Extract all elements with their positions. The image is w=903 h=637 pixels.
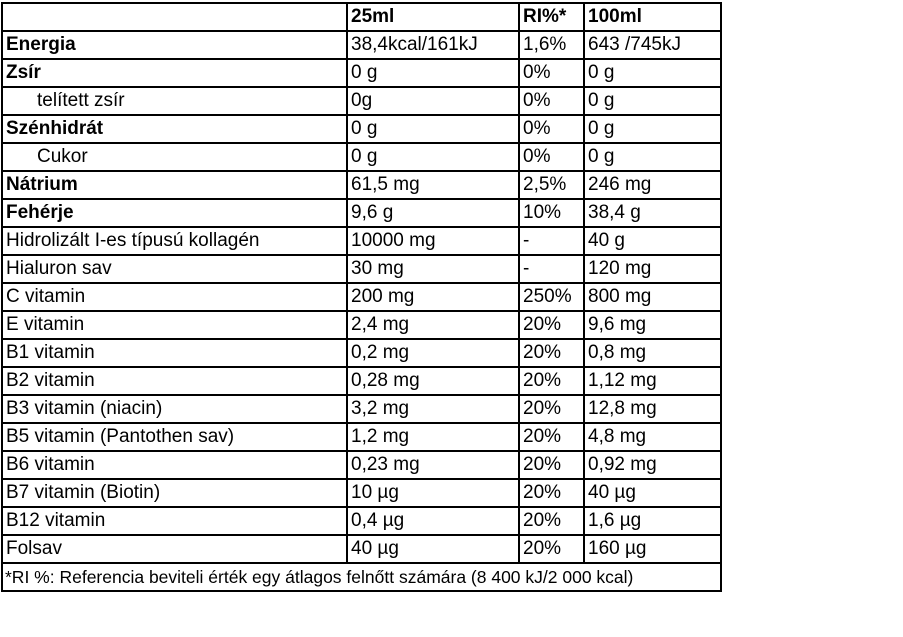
value-25ml: 1,2 mg (347, 423, 519, 451)
value-ri-percent: 0% (519, 143, 584, 171)
nutrient-label: E vitamin (2, 311, 347, 339)
table-row (2, 311, 721, 339)
value-100ml: 1,6 µg (584, 507, 721, 535)
value-25ml: 10000 mg (347, 227, 519, 255)
nutrient-label: B5 vitamin (Pantothen sav) (2, 423, 347, 451)
nutrient-label: B2 vitamin (2, 367, 347, 395)
value-ri-percent: 0% (519, 59, 584, 87)
nutrient-label: Cukor (2, 143, 347, 171)
value-ri-percent: 20% (519, 339, 584, 367)
table-header (2, 3, 721, 31)
value-100ml: 38,4 g (584, 199, 721, 227)
value-25ml: 9,6 g (347, 199, 519, 227)
table-row (2, 31, 721, 59)
column-header-25ml: 25ml (347, 3, 519, 31)
footnote-row (2, 563, 721, 591)
value-ri-percent: 20% (519, 367, 584, 395)
value-ri-percent: 20% (519, 311, 584, 339)
value-100ml: 9,6 mg (584, 311, 721, 339)
nutrient-label: Nátrium (2, 171, 347, 199)
value-100ml: 40 g (584, 227, 721, 255)
value-100ml: 643 /745kJ (584, 31, 721, 59)
value-ri-percent: 0% (519, 87, 584, 115)
value-100ml: 0 g (584, 87, 721, 115)
table-row (2, 227, 721, 255)
value-25ml: 0,4 µg (347, 507, 519, 535)
nutrient-label: B6 vitamin (2, 451, 347, 479)
value-100ml: 160 µg (584, 535, 721, 563)
value-100ml: 0,8 mg (584, 339, 721, 367)
value-100ml: 4,8 mg (584, 423, 721, 451)
value-ri-percent: 20% (519, 535, 584, 563)
table-row (2, 115, 721, 143)
table-row (2, 255, 721, 283)
table-row (2, 423, 721, 451)
table-row (2, 451, 721, 479)
table-row (2, 283, 721, 311)
value-25ml: 2,4 mg (347, 311, 519, 339)
value-100ml: 0 g (584, 143, 721, 171)
value-ri-percent: 20% (519, 423, 584, 451)
header-row (2, 3, 721, 31)
value-100ml: 0,92 mg (584, 451, 721, 479)
value-ri-percent: 20% (519, 507, 584, 535)
value-100ml: 0 g (584, 115, 721, 143)
value-ri-percent: 1,6% (519, 31, 584, 59)
value-ri-percent: - (519, 255, 584, 283)
value-25ml: 0g (347, 87, 519, 115)
value-100ml: 1,12 mg (584, 367, 721, 395)
nutrient-label: B7 vitamin (Biotin) (2, 479, 347, 507)
value-25ml: 30 mg (347, 255, 519, 283)
value-25ml: 0,23 mg (347, 451, 519, 479)
table-row (2, 507, 721, 535)
nutrient-label: Fehérje (2, 199, 347, 227)
value-25ml: 40 µg (347, 535, 519, 563)
value-ri-percent: 0% (519, 115, 584, 143)
value-ri-percent: 10% (519, 199, 584, 227)
value-ri-percent: 250% (519, 283, 584, 311)
table-row (2, 479, 721, 507)
value-ri-percent: 20% (519, 451, 584, 479)
nutrient-label: B12 vitamin (2, 507, 347, 535)
value-ri-percent: 20% (519, 395, 584, 423)
value-100ml: 0 g (584, 59, 721, 87)
value-25ml: 3,2 mg (347, 395, 519, 423)
nutrient-label: Hidrolizált I-es típusú kollagén (2, 227, 347, 255)
value-25ml: 0,28 mg (347, 367, 519, 395)
value-100ml: 12,8 mg (584, 395, 721, 423)
value-25ml: 0 g (347, 143, 519, 171)
nutrient-label: B3 vitamin (niacin) (2, 395, 347, 423)
value-25ml: 38,4kcal/161kJ (347, 31, 519, 59)
nutrient-label: Energia (2, 31, 347, 59)
column-header-blank (2, 3, 347, 31)
nutrient-label: Folsav (2, 535, 347, 563)
value-ri-percent: 2,5% (519, 171, 584, 199)
table-row (2, 535, 721, 563)
value-100ml: 120 mg (584, 255, 721, 283)
value-ri-percent: 20% (519, 479, 584, 507)
table-row (2, 339, 721, 367)
table-row (2, 171, 721, 199)
table-row (2, 395, 721, 423)
table-row (2, 59, 721, 87)
value-100ml: 40 µg (584, 479, 721, 507)
value-25ml: 0 g (347, 115, 519, 143)
table-row (2, 87, 721, 115)
nutrition-table (1, 2, 722, 592)
value-100ml: 800 mg (584, 283, 721, 311)
reference-intake-footnote: *RI %: Referencia beviteli érték egy átlagos felnőtt számára (8 400 kJ/2 000 kcal) (2, 563, 721, 591)
nutrient-label: telített zsír (2, 87, 347, 115)
value-ri-percent: - (519, 227, 584, 255)
column-header-100ml: 100ml (584, 3, 721, 31)
value-25ml: 61,5 mg (347, 171, 519, 199)
table-row (2, 199, 721, 227)
value-25ml: 0,2 mg (347, 339, 519, 367)
value-25ml: 10 µg (347, 479, 519, 507)
table-row (2, 367, 721, 395)
nutrient-label: Hialuron sav (2, 255, 347, 283)
value-25ml: 0 g (347, 59, 519, 87)
column-header-ri: RI%* (519, 3, 584, 31)
nutrient-label: Zsír (2, 59, 347, 87)
table-row (2, 143, 721, 171)
value-25ml: 200 mg (347, 283, 519, 311)
nutrient-label: C vitamin (2, 283, 347, 311)
value-100ml: 246 mg (584, 171, 721, 199)
table-footer (2, 563, 721, 591)
nutrient-label: B1 vitamin (2, 339, 347, 367)
nutrient-label: Szénhidrát (2, 115, 347, 143)
